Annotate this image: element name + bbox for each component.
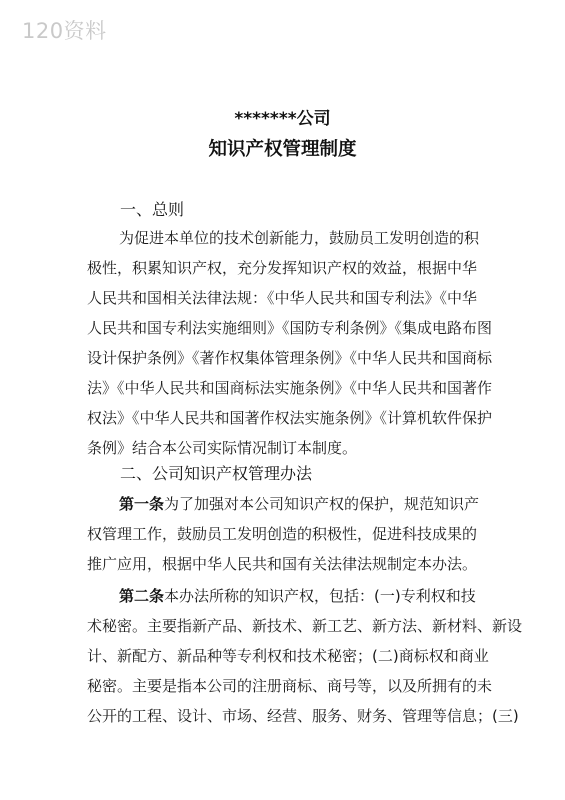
paragraph-line: 为促进本单位的技术创新能力，鼓励员工发明创造的积 (119, 229, 480, 247)
paragraph-line: 人民共和国相关法律法规：《中华人民共和国专利法》《中华 (87, 289, 478, 307)
paragraph-line: 权管理工作，鼓励员工发明创造的积极性，促进科技成果的 (87, 525, 478, 543)
article-2-label: 第二条 (119, 587, 165, 605)
paragraph-line: 条例》结合本公司实际情况制订本制度。 (87, 439, 358, 457)
paragraph-line: 极性，积累知识产权，充分发挥知识产权的效益，根据中华 (87, 259, 478, 277)
paragraph-line: 法》《中华人民共和国商标法实施条例》《中华人民共和国著作 (87, 379, 493, 397)
article-1-first-line (119, 493, 479, 514)
paragraph-line: 人民共和国专利法实施细则》《国防专利条例》《集成电路布图 (87, 319, 493, 337)
section-heading-ip-management: 二、公司知识产权管理办法 (120, 464, 313, 483)
watermark: 120资料 (22, 19, 107, 43)
article-1-label: 第一条 (119, 495, 165, 513)
paragraph-line: 设计保护条例》《著作权集体管理条例》《中华人民共和国商标 (87, 349, 493, 367)
paragraph-line: 术秘密。主要指新产品、新技术、新工艺、新方法、新材料、新设 (87, 617, 523, 635)
paragraph-line: 计、新配方、新品种等专利权和技术秘密；(二)商标权和商业 (87, 647, 489, 665)
article-1-text: 为了加强对本公司知识产权的保护，规范知识产 (164, 495, 480, 513)
company-name: *******公司 (234, 109, 331, 129)
section-heading-general: 一、总则 (120, 200, 185, 219)
document-title: 知识产权管理制度 (208, 139, 357, 160)
article-2-first-line (119, 585, 476, 606)
paragraph-line: 公开的工程、设计、市场、经营、服务、财务、管理等信息；(三) (87, 707, 519, 725)
paragraph-line: 推广应用，根据中华人民共和国有关法律法规制定本办法。 (87, 555, 478, 573)
paragraph-line: 权法》《中华人民共和国著作权法实施条例》《计算机软件保护 (87, 409, 493, 427)
article-2-text: 本办法所称的知识产权，包括：(一)专利权和技 (164, 587, 476, 605)
paragraph-line: 秘密。主要是指本公司的注册商标、商号等，以及所拥有的未 (87, 677, 493, 695)
